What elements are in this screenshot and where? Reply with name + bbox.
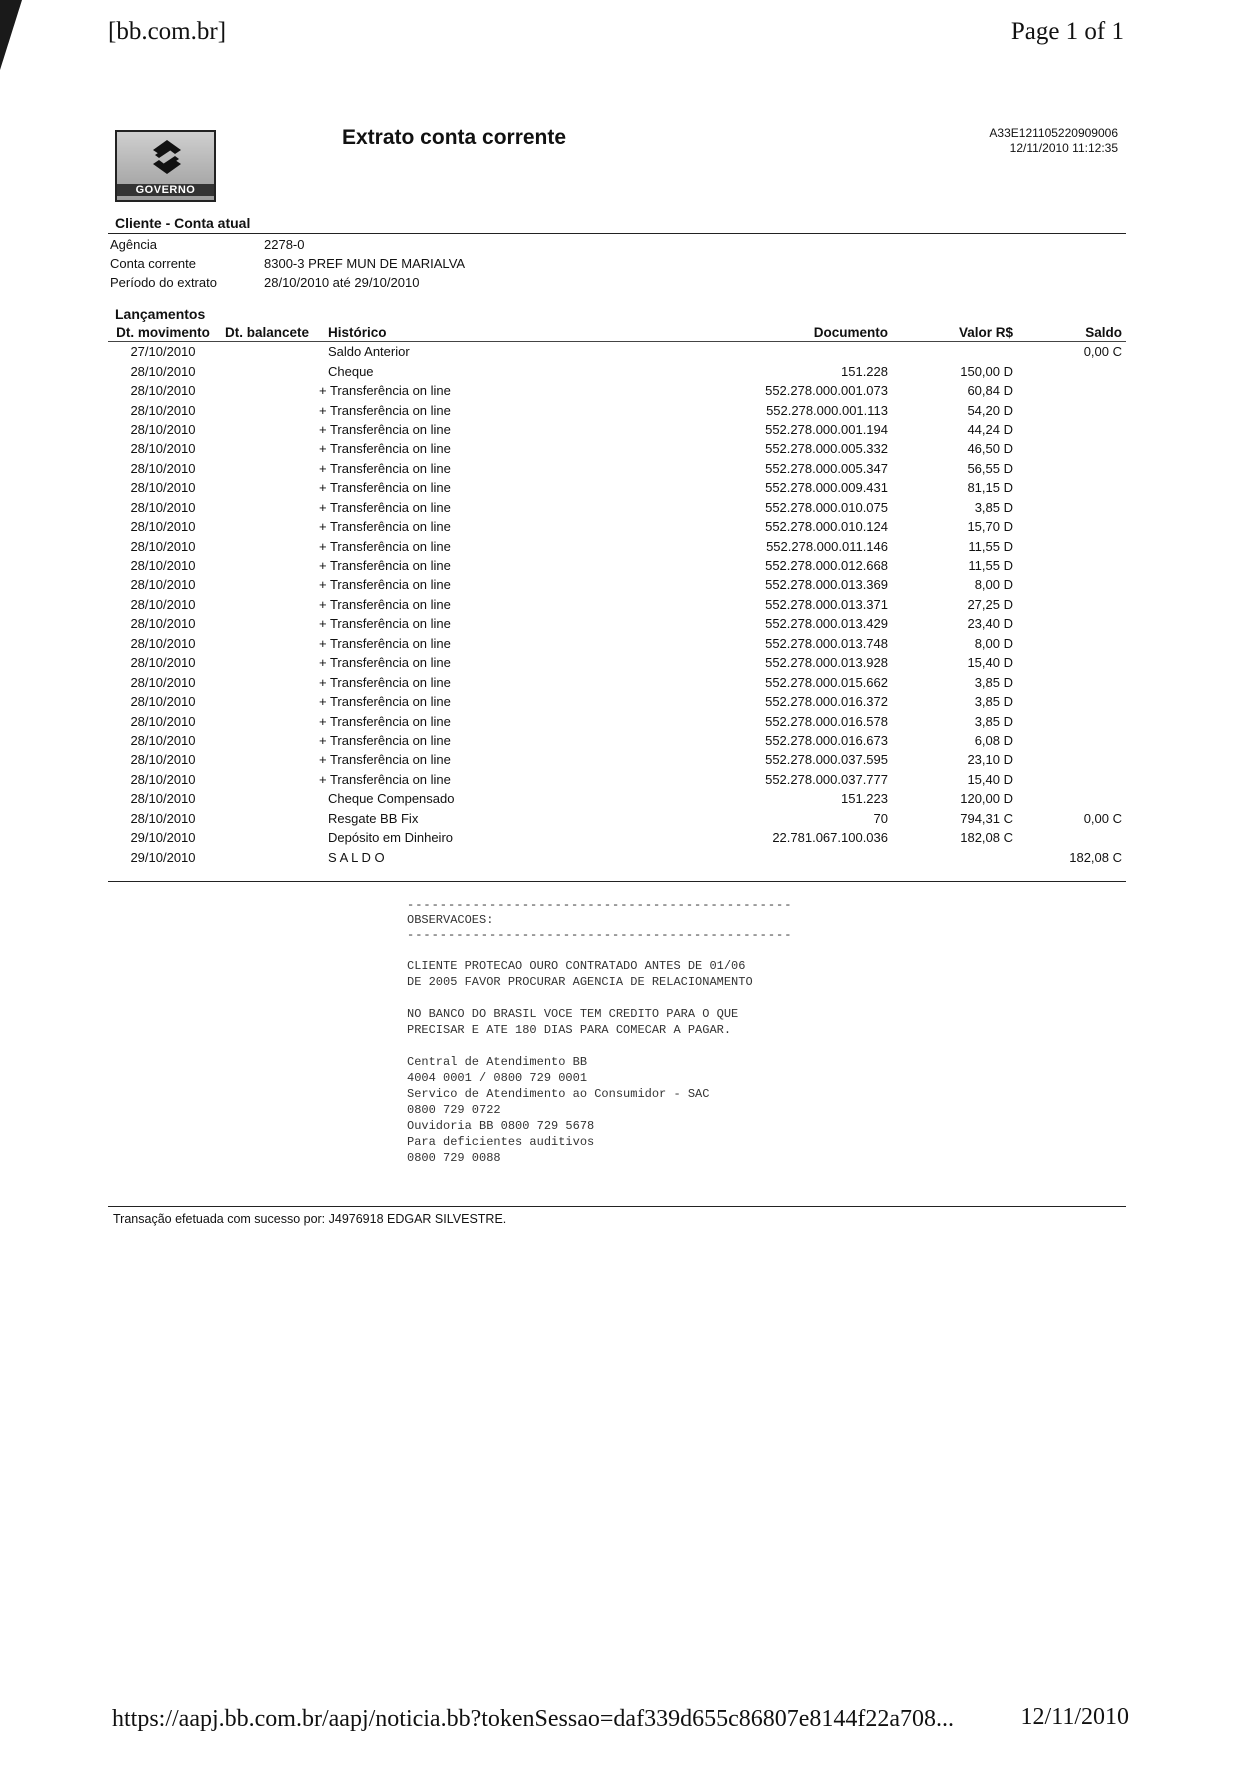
cell-valor: 8,00 D — [974, 635, 1013, 651]
table-row — [108, 711, 1126, 730]
cell-valor: 182,08 C — [960, 830, 1013, 846]
cell-documento: 70 — [873, 810, 888, 826]
cell-dt-balancete — [218, 556, 316, 575]
table-row — [108, 459, 1126, 478]
cell-valor: 60,84 D — [967, 383, 1013, 399]
cell-historico: + Transferência on line — [319, 383, 451, 399]
cell-dt-balancete — [218, 672, 316, 691]
cell-dt-movimento: 28/10/2010 — [130, 363, 196, 379]
table-row — [108, 556, 1126, 575]
field-value: 8300-3 PREF MUN DE MARIALVA — [264, 256, 466, 271]
cell-valor — [888, 847, 1013, 866]
cell-dt-movimento: 28/10/2010 — [130, 577, 196, 593]
cell-historico: + Transferência on line — [319, 655, 451, 671]
cell-historico: + Transferência on line — [319, 460, 451, 476]
observations-block — [407, 898, 837, 1166]
table-row — [108, 692, 1126, 711]
field-value: 2278-0 — [264, 237, 305, 252]
cell-dt-balancete — [218, 575, 316, 594]
bank-logo — [115, 130, 216, 202]
print-url: https://aapj.bb.com.br/aapj/noticia.bb?tokenSessao=daf339d655c86807e8144f22a708... — [112, 1706, 955, 1732]
table-row — [108, 517, 1126, 536]
cell-dt-balancete — [218, 381, 316, 400]
cell-dt-movimento: 28/10/2010 — [130, 383, 196, 399]
cell-dt-movimento: 28/10/2010 — [130, 538, 196, 554]
cell-valor: 54,20 D — [967, 402, 1013, 418]
cell-dt-balancete — [218, 400, 316, 419]
cell-valor: 6,08 D — [974, 732, 1013, 748]
cell-documento: 552.278.000.016.578 — [765, 713, 888, 729]
table-row — [108, 653, 1126, 672]
cell-dt-balancete — [218, 342, 316, 362]
cell-historico: + Transferência on line — [319, 635, 451, 651]
cell-dt-movimento: 28/10/2010 — [130, 810, 196, 826]
cell-saldo — [1013, 361, 1126, 380]
obs-line: 0800 729 0722 — [407, 1103, 501, 1117]
table-row — [108, 828, 1126, 847]
cell-dt-balancete — [218, 692, 316, 711]
cell-historico: Cheque Compensado — [328, 791, 455, 807]
cell-saldo — [1013, 731, 1126, 750]
table-row — [108, 789, 1126, 808]
cell-valor: 15,70 D — [967, 519, 1013, 535]
cell-dt-movimento: 29/10/2010 — [130, 849, 196, 865]
cell-historico: + Transferência on line — [319, 596, 451, 612]
col-documento: Documento — [578, 323, 888, 342]
cell-historico: + Transferência on line — [319, 558, 451, 574]
obs-line: CLIENTE PROTECAO OURO CONTRATADO ANTES DE 01/06 — [407, 959, 746, 973]
field-conta-corrente — [110, 256, 465, 271]
cell-valor: 3,85 D — [974, 499, 1013, 515]
cell-dt-balancete — [218, 420, 316, 439]
cell-saldo — [1013, 420, 1126, 439]
col-valor: Valor R$ — [888, 323, 1013, 342]
table-row — [108, 342, 1126, 362]
cell-saldo — [1013, 517, 1126, 536]
obs-line: Servico de Atendimento ao Consumidor - SAC — [407, 1087, 710, 1101]
cell-documento: 552.278.000.016.673 — [765, 732, 888, 748]
cell-dt-movimento: 28/10/2010 — [130, 460, 196, 476]
dash-separator: ----------------------------------------------- — [407, 898, 793, 912]
cell-saldo — [1013, 828, 1126, 847]
cell-saldo — [1013, 498, 1126, 517]
cell-valor: 11,55 D — [968, 558, 1013, 574]
cell-dt-movimento: 28/10/2010 — [130, 635, 196, 651]
table-row — [108, 614, 1126, 633]
cell-dt-movimento: 28/10/2010 — [130, 558, 196, 574]
cell-documento: 552.278.000.013.429 — [765, 616, 888, 632]
cell-dt-movimento: 28/10/2010 — [130, 421, 196, 437]
cell-documento: 552.278.000.013.369 — [765, 577, 888, 593]
cell-dt-balancete — [218, 478, 316, 497]
cell-saldo — [1013, 614, 1126, 633]
cell-historico: + Transferência on line — [319, 519, 451, 535]
cell-documento: 552.278.000.010.075 — [765, 499, 888, 515]
cell-dt-movimento: 28/10/2010 — [130, 441, 196, 457]
transactions-table — [108, 323, 1126, 867]
cell-documento: 552.278.000.001.073 — [765, 383, 888, 399]
client-section-rule — [108, 233, 1126, 234]
cell-saldo: 0,00 C — [1083, 810, 1122, 826]
reference-code: A33E121105220909006 — [989, 126, 1118, 140]
cell-saldo — [1013, 789, 1126, 808]
table-header — [108, 323, 1126, 342]
cell-saldo — [1013, 770, 1126, 789]
cell-dt-balancete — [218, 770, 316, 789]
obs-line: Central de Atendimento BB — [407, 1055, 588, 1069]
cell-dt-movimento: 28/10/2010 — [130, 713, 196, 729]
cell-dt-movimento: 28/10/2010 — [130, 616, 196, 632]
obs-line: 4004 0001 / 0800 729 0001 — [407, 1071, 588, 1085]
cell-historico: + Transferência on line — [319, 441, 451, 457]
cell-valor: 120,00 D — [960, 791, 1013, 807]
cell-saldo — [1013, 459, 1126, 478]
cell-documento: 552.278.000.005.347 — [765, 460, 888, 476]
table-row — [108, 731, 1126, 750]
cell-documento: 552.278.000.011.146 — [766, 538, 888, 554]
cell-valor: 23,40 D — [967, 616, 1013, 632]
cell-dt-balancete — [218, 828, 316, 847]
cell-saldo — [1013, 400, 1126, 419]
cell-dt-movimento: 28/10/2010 — [130, 596, 196, 612]
cell-documento: 552.278.000.005.332 — [765, 441, 888, 457]
field-value: 28/10/2010 até 29/10/2010 — [264, 275, 420, 290]
cell-dt-balancete — [218, 614, 316, 633]
table-row — [108, 770, 1126, 789]
cell-dt-movimento: 29/10/2010 — [130, 830, 196, 846]
cell-documento: 552.278.000.012.668 — [765, 558, 888, 574]
cell-dt-balancete — [218, 750, 316, 769]
cell-valor: 23,10 D — [967, 752, 1013, 768]
col-historico: Histórico — [316, 323, 578, 342]
cell-saldo — [1013, 750, 1126, 769]
footer-rule — [108, 1206, 1126, 1207]
obs-line: Para deficientes auditivos — [407, 1135, 595, 1149]
cell-dt-movimento: 28/10/2010 — [130, 791, 196, 807]
cell-documento: 151.228 — [841, 363, 888, 379]
document-reference — [989, 126, 1118, 156]
cell-dt-balancete — [218, 536, 316, 555]
cell-saldo — [1013, 711, 1126, 730]
cell-saldo — [1013, 672, 1126, 691]
cell-saldo — [1013, 653, 1126, 672]
cell-dt-balancete — [218, 847, 316, 866]
table-row — [108, 575, 1126, 594]
cell-saldo: 182,08 C — [1069, 849, 1122, 865]
table-row — [108, 536, 1126, 555]
cell-historico: + Transferência on line — [319, 577, 451, 593]
cell-documento — [578, 847, 888, 866]
cell-documento: 552.278.000.013.748 — [765, 635, 888, 651]
document-title: Extrato conta corrente — [342, 126, 567, 149]
cell-historico: + Transferência on line — [319, 732, 451, 748]
cell-documento: 552.278.000.001.194 — [765, 421, 888, 437]
cell-dt-balancete — [218, 439, 316, 458]
cell-historico: + Transferência on line — [319, 480, 451, 496]
cell-documento: 22.781.067.100.036 — [772, 830, 888, 846]
observations-title: OBSERVACOES: — [407, 913, 494, 927]
cell-dt-balancete — [218, 731, 316, 750]
cell-dt-balancete — [218, 653, 316, 672]
cell-historico: + Transferência on line — [319, 694, 451, 710]
cell-dt-movimento: 28/10/2010 — [130, 480, 196, 496]
cell-dt-balancete — [218, 498, 316, 517]
field-label: Período do extrato — [110, 275, 217, 290]
cell-dt-movimento: 28/10/2010 — [130, 732, 196, 748]
cell-dt-balancete — [218, 809, 316, 828]
cell-historico: Resgate BB Fix — [328, 810, 419, 826]
bb-logo-icon — [147, 138, 187, 176]
obs-line: Ouvidoria BB 0800 729 5678 — [407, 1119, 595, 1133]
cell-historico: Cheque — [328, 363, 374, 379]
cell-historico: + Transferência on line — [319, 499, 451, 515]
cell-valor: 150,00 D — [960, 363, 1013, 379]
cell-dt-balancete — [218, 361, 316, 380]
cell-historico: Depósito em Dinheiro — [328, 830, 454, 846]
cell-documento: 151.223 — [841, 791, 888, 807]
cell-historico: + Transferência on line — [319, 771, 451, 787]
cell-saldo — [1013, 692, 1126, 711]
cell-dt-movimento: 28/10/2010 — [130, 771, 196, 787]
cell-historico: + Transferência on line — [319, 713, 451, 729]
cell-documento: 552.278.000.009.431 — [765, 480, 888, 496]
col-saldo: Saldo — [1013, 323, 1126, 342]
cell-valor: 3,85 D — [974, 694, 1013, 710]
table-row — [108, 595, 1126, 614]
cell-saldo — [1013, 381, 1126, 400]
cell-dt-balancete — [218, 517, 316, 536]
cell-valor: 27,25 D — [967, 596, 1013, 612]
table-row — [108, 750, 1126, 769]
table-row — [108, 478, 1126, 497]
cell-dt-balancete — [218, 634, 316, 653]
table-row — [108, 809, 1126, 828]
cell-dt-movimento: 28/10/2010 — [130, 402, 196, 418]
col-dt-movimento: Dt. movimento — [108, 323, 218, 342]
logo-label: GOVERNO — [117, 184, 214, 196]
cell-documento: 552.278.000.037.777 — [765, 771, 888, 787]
cell-saldo — [1013, 556, 1126, 575]
cell-dt-movimento: 28/10/2010 — [130, 499, 196, 515]
cell-saldo — [1013, 575, 1126, 594]
cell-dt-balancete — [218, 789, 316, 808]
cell-historico: + Transferência on line — [319, 752, 451, 768]
table-row — [108, 439, 1126, 458]
col-dt-balancete: Dt. balancete — [218, 323, 316, 342]
cell-saldo — [1013, 536, 1126, 555]
field-label: Conta corrente — [110, 256, 196, 271]
cell-documento: 552.278.000.015.662 — [765, 674, 888, 690]
cell-dt-movimento: 28/10/2010 — [130, 694, 196, 710]
scan-corner-mark — [0, 0, 22, 70]
cell-valor: 56,55 D — [967, 460, 1013, 476]
field-agencia — [110, 237, 304, 252]
page-number: Page 1 of 1 — [1010, 18, 1124, 45]
table-row — [108, 400, 1126, 419]
cell-valor: 3,85 D — [974, 713, 1013, 729]
cell-valor: 794,31 C — [960, 810, 1013, 826]
cell-saldo — [1013, 634, 1126, 653]
cell-documento: 552.278.000.010.124 — [765, 519, 888, 535]
dash-separator: ----------------------------------------------- — [407, 928, 793, 942]
transaction-footer: Transação efetuada com sucesso por: J4976918 EDGAR SILVESTRE. — [113, 1212, 507, 1226]
cell-historico: + Transferência on line — [319, 674, 451, 690]
lancamentos-section-title: Lançamentos — [115, 306, 206, 322]
cell-valor: 15,40 D — [967, 655, 1013, 671]
cell-dt-movimento: 28/10/2010 — [130, 655, 196, 671]
cell-valor — [888, 342, 1013, 362]
cell-dt-balancete — [218, 459, 316, 478]
cell-historico: S A L D O — [328, 849, 385, 865]
table-end-rule — [108, 881, 1126, 882]
field-periodo — [110, 275, 419, 290]
cell-saldo: 0,00 C — [1083, 344, 1122, 360]
cell-valor: 46,50 D — [967, 441, 1013, 457]
reference-datetime: 12/11/2010 11:12:35 — [1009, 141, 1118, 155]
cell-valor: 8,00 D — [974, 577, 1013, 593]
cell-valor: 81,15 D — [967, 480, 1013, 496]
obs-line: NO BANCO DO BRASIL VOCE TEM CREDITO PARA O QUE — [407, 1007, 739, 1021]
cell-dt-balancete — [218, 711, 316, 730]
cell-dt-movimento: 28/10/2010 — [130, 752, 196, 768]
cell-valor: 15,40 D — [967, 771, 1013, 787]
cell-documento — [578, 342, 888, 362]
table-row — [108, 847, 1126, 866]
cell-documento: 552.278.000.001.113 — [766, 402, 888, 418]
cell-historico: + Transferência on line — [319, 402, 451, 418]
table-row — [108, 498, 1126, 517]
table-row — [108, 672, 1126, 691]
cell-saldo — [1013, 478, 1126, 497]
cell-dt-movimento: 28/10/2010 — [130, 519, 196, 535]
field-label: Agência — [110, 237, 157, 252]
obs-line: 0800 729 0088 — [407, 1151, 501, 1165]
cell-historico: + Transferência on line — [319, 616, 451, 632]
cell-dt-movimento: 28/10/2010 — [130, 674, 196, 690]
print-site-label: [bb.com.br] — [108, 18, 227, 45]
cell-documento: 552.278.000.013.371 — [765, 596, 888, 612]
obs-line: DE 2005 FAVOR PROCURAR AGENCIA DE RELACIONAMENTO — [407, 975, 753, 989]
cell-valor: 3,85 D — [974, 674, 1013, 690]
cell-documento: 552.278.000.016.372 — [765, 694, 888, 710]
table-row — [108, 634, 1126, 653]
table-row — [108, 381, 1126, 400]
table-row — [108, 420, 1126, 439]
print-date: 12/11/2010 — [1020, 1704, 1129, 1730]
cell-valor: 44,24 D — [967, 421, 1013, 437]
cell-documento: 552.278.000.037.595 — [765, 752, 888, 768]
cell-historico: Saldo Anterior — [328, 344, 410, 360]
cell-historico: + Transferência on line — [319, 421, 451, 437]
table-row — [108, 361, 1126, 380]
cell-saldo — [1013, 595, 1126, 614]
cell-valor: 11,55 D — [968, 538, 1013, 554]
cell-documento: 552.278.000.013.928 — [765, 655, 888, 671]
cell-saldo — [1013, 439, 1126, 458]
client-section-title: Cliente - Conta atual — [115, 215, 251, 231]
cell-dt-balancete — [218, 595, 316, 614]
obs-line: PRECISAR E ATE 180 DIAS PARA COMECAR A PAGAR. — [407, 1023, 732, 1037]
cell-historico: + Transferência on line — [319, 538, 451, 554]
cell-dt-movimento: 27/10/2010 — [130, 344, 196, 360]
